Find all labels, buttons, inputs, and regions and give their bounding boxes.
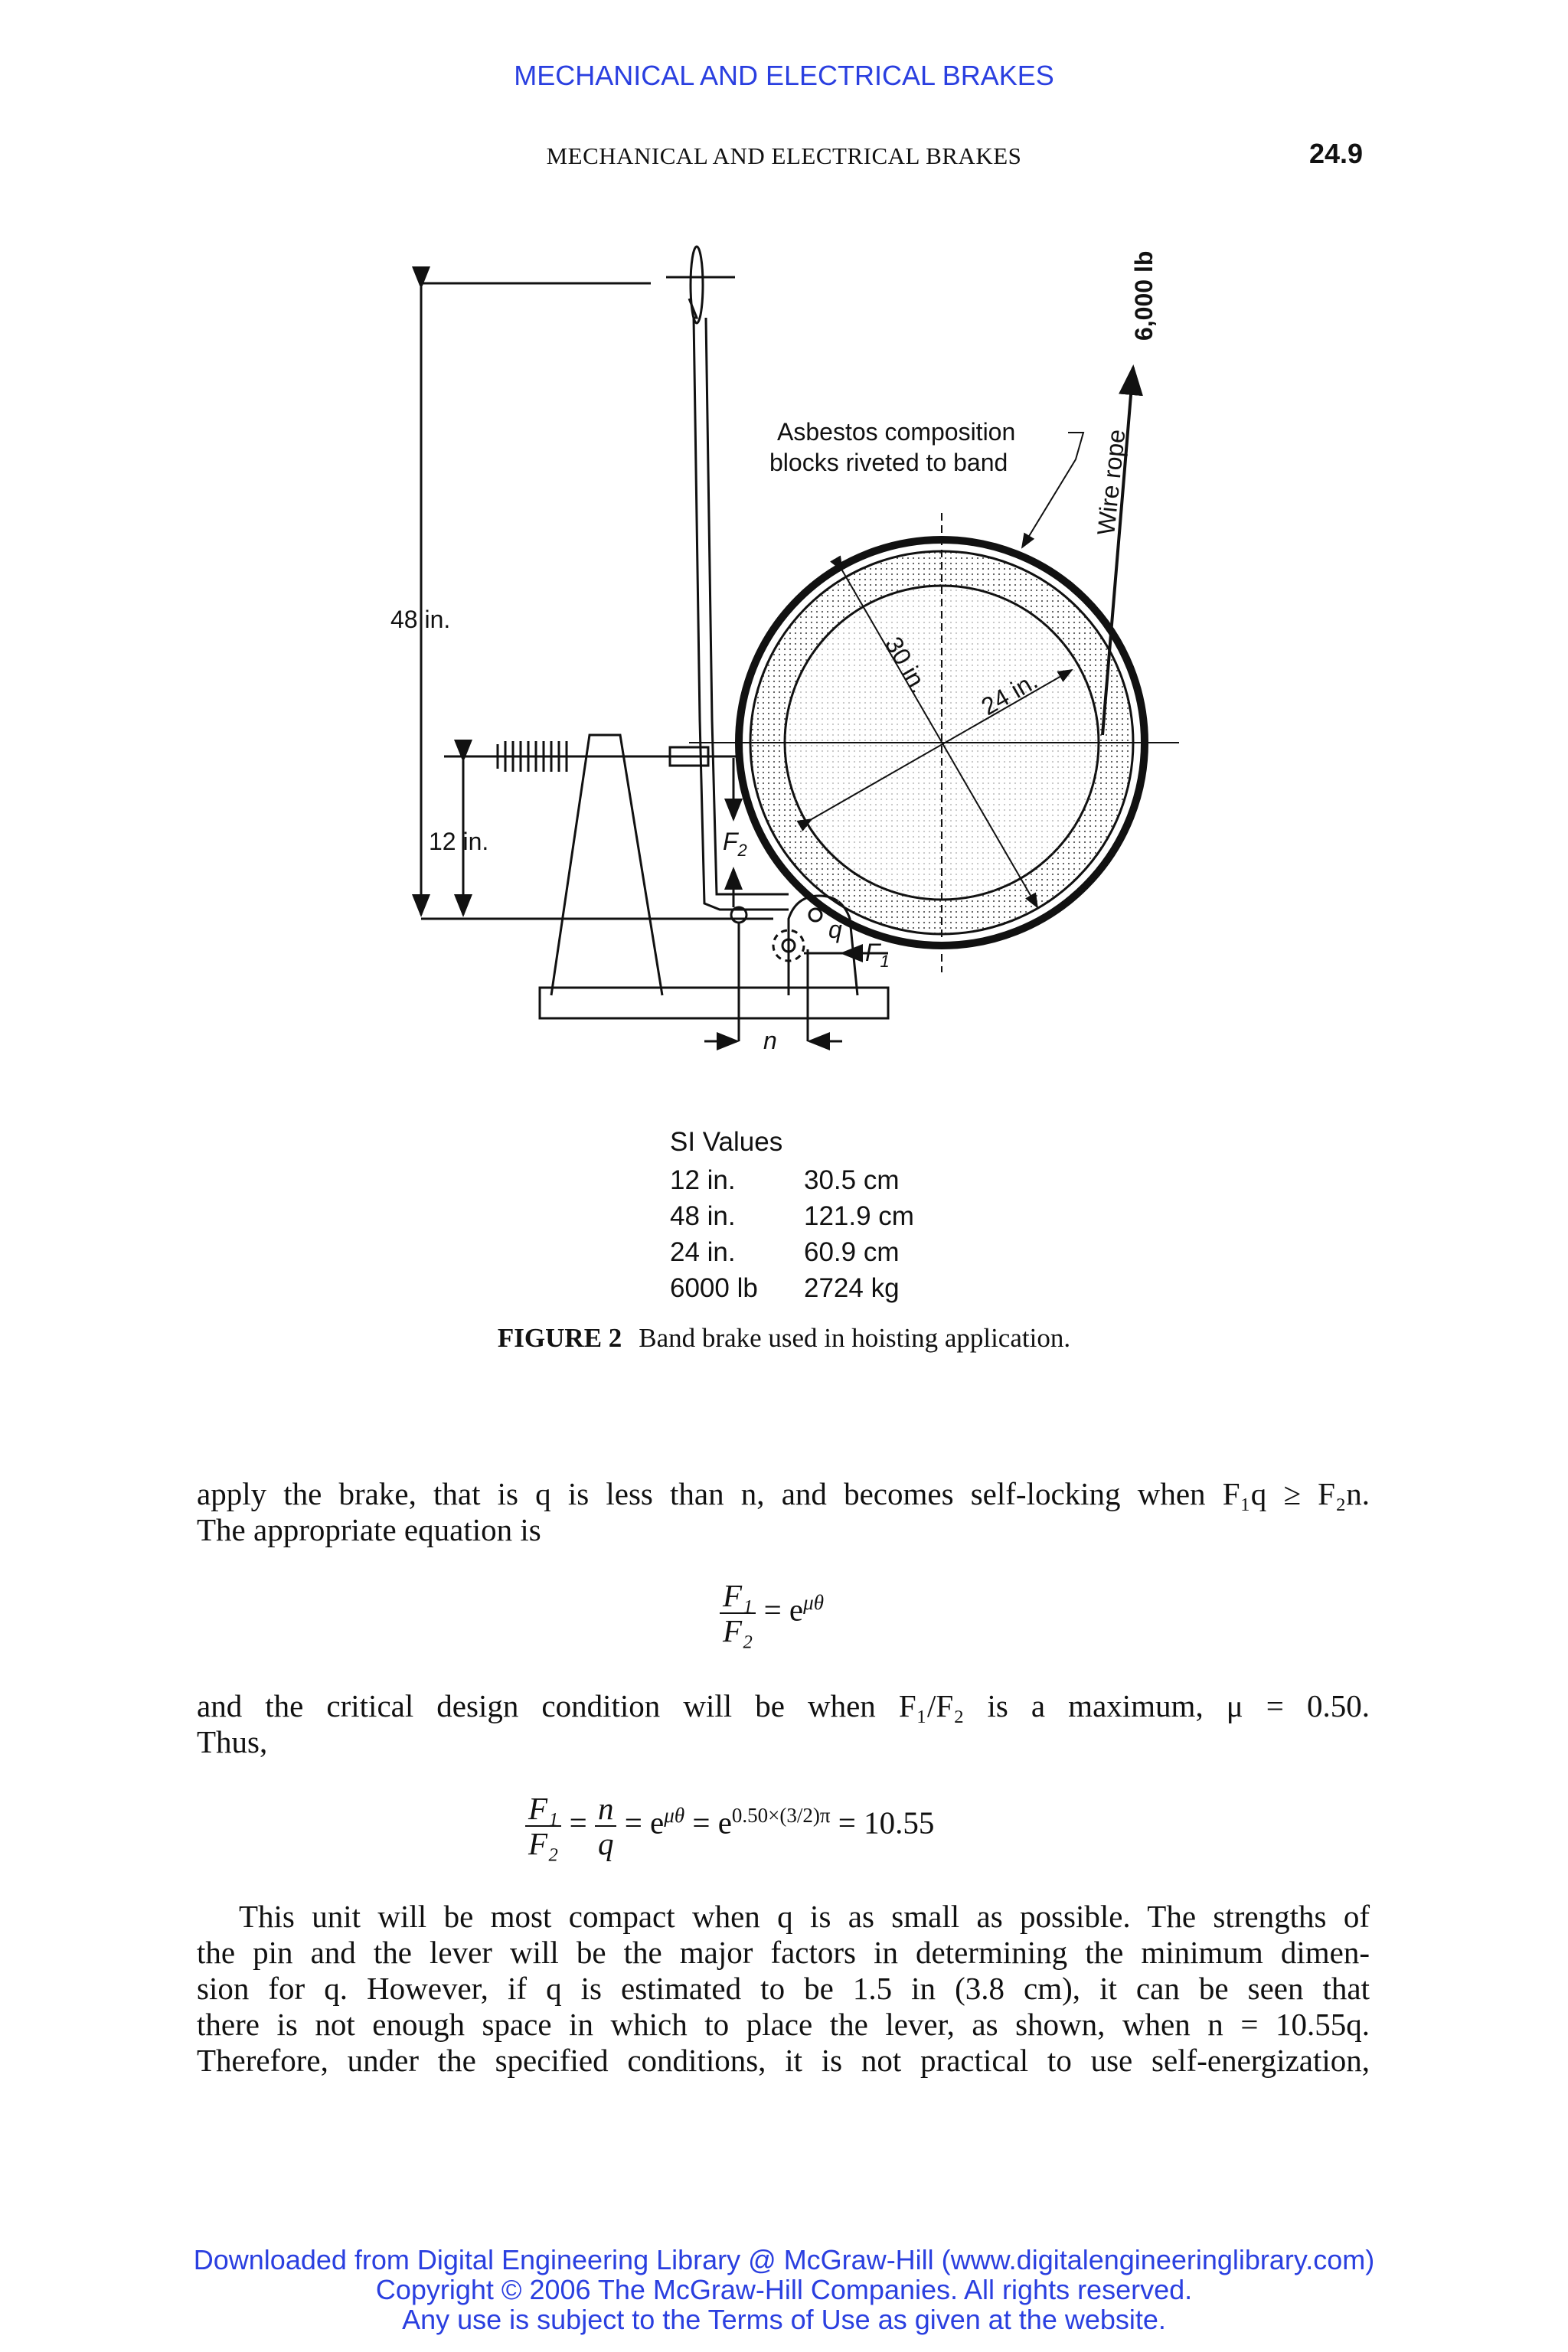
page-number: 24.9	[1309, 138, 1364, 169]
dim-48-label: 48 in.	[390, 606, 451, 633]
dim-30-label: 30 in.	[879, 632, 934, 698]
paragraph-1	[197, 1476, 1370, 1548]
si-row: 48 in. 121.9 cm	[670, 1200, 914, 1231]
paragraph-line: Therefore, under the specified conditions, it is not practical to use self-energization,	[197, 2043, 1370, 2078]
footer-notice	[0, 2245, 1568, 2334]
paragraph-line: This unit will be most compact when q is as small as possible. The strengths of	[239, 1899, 1370, 1934]
si-row: 24 in. 60.9 cm	[670, 1236, 900, 1267]
asbestos-label-line2: blocks riveted to band	[769, 449, 1008, 476]
si-table-title: SI Values	[670, 1127, 783, 1157]
si-row: 12 in. 30.5 cm	[670, 1165, 900, 1195]
paragraph-line: and the critical design condition will be when F₁/F₂ is a maximum, μ = 0.50.	[197, 1688, 1370, 1723]
paragraph-2	[197, 1688, 1370, 1760]
footer-terms: Any use is subject to the Terms of Use as given at the website.	[402, 2304, 1166, 2335]
download-banner-title: MECHANICAL AND ELECTRICAL BRAKES	[514, 60, 1054, 91]
footer-copyright: Copyright © 2006 The McGraw-Hill Companies. All rights reserved.	[375, 2274, 1193, 2305]
paragraph-line: Thus,	[197, 1724, 268, 1759]
paragraph-line: apply the brake, that is q is less than n, and becomes self-locking when F₁q ≥ F₂n.	[197, 1476, 1370, 1511]
paragraph-line: The appropriate equation is	[197, 1512, 541, 1547]
f1-label: $F_1$	[865, 939, 890, 971]
figure-caption-label: FIGURE 2	[497, 1323, 622, 1353]
paragraph-line: sion for q. However, if q is estimated to be 1.5 in (3.8 cm), it can be seen that	[197, 1971, 1370, 2006]
equation-2: $\frac{\text{F₁}}{\text{F₂}}$ = $\frac{n}{q}$ = $e^{\mu\theta} = e^{0.50\times(3/2)\pi} = 10.55$	[525, 1792, 934, 1860]
figure-caption-text: Band brake used in hoisting application.	[639, 1323, 1071, 1353]
paragraph-line: there is not enough space in which to place the lever, as shown, when n = 10.55q.	[197, 2007, 1370, 2042]
running-head: MECHANICAL AND ELECTRICAL BRAKES	[546, 142, 1022, 169]
load-label: 6,000 lb	[1130, 250, 1158, 341]
paragraph-line: the pin and the lever will be the major factors in determining the minimum dimen-	[197, 1935, 1370, 1970]
paragraph-3	[197, 1899, 1370, 2079]
wire-rope-label: Wire rope	[1092, 428, 1131, 537]
footer-download-link[interactable]: Downloaded from Digital Engineering Library @ McGraw-Hill (www.digitalengineeringlibrary.com)	[193, 2244, 1375, 2275]
si-values-table	[670, 1127, 914, 1306]
figure-caption	[0, 1323, 1568, 1354]
q-label: q	[828, 916, 842, 943]
band-brake-figure	[360, 230, 1210, 1072]
dim-24-label: 24 in.	[976, 666, 1043, 721]
dim-12-label: 12 in.	[429, 828, 489, 855]
si-row: 6000 lb 2724 kg	[670, 1272, 900, 1303]
n-label: n	[763, 1027, 777, 1054]
asbestos-label-line1: Asbestos composition	[777, 418, 1016, 446]
equation-1: $\frac{\text{F₁}}{\text{F₂}}$ = $e^{\mu\theta}$	[720, 1579, 824, 1648]
f2-label: $F_2$	[723, 828, 747, 860]
